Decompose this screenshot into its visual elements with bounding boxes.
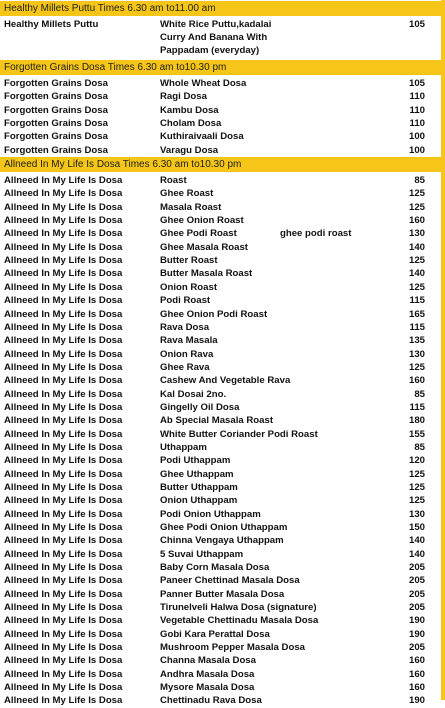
- menu-row: [0, 281, 445, 294]
- item-name: Cashew And Vegetable Rava: [160, 375, 291, 387]
- category-label: Allneed In My Life Is Dosa: [4, 682, 123, 694]
- menu-row: [0, 534, 445, 547]
- item-price: 190: [408, 615, 425, 627]
- item-note: ghee podi roast: [280, 228, 352, 240]
- item-price: 130: [408, 348, 425, 360]
- menu-row: [0, 90, 445, 103]
- item-price: 120: [408, 455, 425, 467]
- section-header-allneed-dosa: [0, 157, 445, 172]
- menu-row: [0, 214, 445, 227]
- menu-row: [0, 104, 445, 117]
- item-price: 125: [408, 361, 425, 373]
- menu-row: [0, 388, 445, 401]
- category-label: Allneed In My Life Is Dosa: [4, 255, 123, 267]
- category-label: Allneed In My Life Is Dosa: [4, 441, 123, 453]
- category-label: Allneed In My Life Is Dosa: [4, 522, 123, 533]
- category-label: Allneed In My Life Is Dosa: [4, 428, 123, 440]
- item-price: 85: [414, 441, 425, 453]
- item-name: Panner Butter Masala Dosa: [160, 588, 285, 600]
- menu-row: [0, 414, 445, 427]
- menu-row: [0, 294, 445, 307]
- item-price: 125: [408, 255, 425, 267]
- category-label: Allneed In My Life Is Dosa: [4, 602, 123, 614]
- menu-row: [0, 628, 445, 641]
- item-name: Onion Rava: [160, 348, 214, 360]
- item-name: Butter Uthappam: [160, 481, 238, 493]
- menu-row: [0, 561, 445, 574]
- section-title: Allneed In My Life Is Dosa Times 6.30 am to10.30 pm: [4, 159, 242, 171]
- item-price: 125: [408, 201, 425, 213]
- item-price: 110: [409, 91, 425, 103]
- item-name: Varagu Dosa: [160, 144, 219, 156]
- item-name: Ragi Dosa: [160, 91, 207, 103]
- item-name: Onion Roast: [160, 281, 218, 293]
- menu-row: [0, 321, 445, 334]
- category-label: Forgotten Grains Dosa: [4, 144, 108, 156]
- category-label: Allneed In My Life Is Dosa: [4, 508, 123, 520]
- menu-row: [0, 494, 445, 507]
- item-price: 105: [408, 78, 425, 89]
- menu-row: [0, 374, 445, 387]
- item-name: Ghee Podi Roast: [160, 228, 237, 240]
- item-price: 100: [408, 144, 425, 156]
- category-label: Allneed In My Life Is Dosa: [4, 615, 123, 627]
- item-price: 125: [408, 495, 425, 507]
- menu-row: [0, 130, 445, 143]
- item-price: 100: [408, 131, 425, 143]
- item-name: Mysore Masala Dosa: [160, 682, 255, 694]
- item-price: 165: [408, 308, 425, 320]
- item-price: 190: [408, 695, 425, 707]
- category-label: Allneed In My Life Is Dosa: [4, 295, 123, 307]
- category-label: Allneed In My Life Is Dosa: [4, 308, 123, 320]
- item-price: 205: [408, 602, 425, 614]
- item-name: Ghee Onion Roast: [160, 215, 244, 227]
- category-label: Allneed In My Life Is Dosa: [4, 228, 123, 240]
- category-label: Allneed In My Life Is Dosa: [4, 175, 123, 187]
- item-name: Roast: [160, 175, 187, 187]
- category-label: Allneed In My Life Is Dosa: [4, 628, 123, 640]
- item-price: 105: [408, 19, 425, 30]
- menu-row: [0, 18, 445, 60]
- item-price: 125: [408, 281, 425, 293]
- menu-row: [0, 401, 445, 414]
- item-price: 155: [408, 428, 425, 440]
- category-label: Allneed In My Life Is Dosa: [4, 575, 123, 587]
- category-label: Allneed In My Life Is Dosa: [4, 695, 123, 707]
- menu-row: [0, 548, 445, 561]
- menu-row: [0, 574, 445, 587]
- menu-row: [0, 614, 445, 627]
- menu-row: [0, 454, 445, 467]
- item-name: Kal Dosai 2no.: [160, 388, 227, 400]
- item-name: Andhra Masala Dosa: [160, 668, 255, 680]
- menu-row: [0, 641, 445, 654]
- item-name: Ghee Uthappam: [160, 468, 234, 480]
- item-name: Gingelly Oil Dosa: [160, 401, 240, 413]
- category-label: Allneed In My Life Is Dosa: [4, 668, 123, 680]
- category-label: Allneed In My Life Is Dosa: [4, 535, 123, 547]
- item-price: 125: [408, 481, 425, 493]
- item-name: Ghee Masala Roast: [160, 241, 248, 253]
- item-price: 150: [408, 522, 425, 533]
- category-label: Allneed In My Life Is Dosa: [4, 361, 123, 373]
- item-price: 125: [408, 188, 425, 200]
- item-name: Podi Onion Uthappam: [160, 508, 261, 520]
- category-label: Allneed In My Life Is Dosa: [4, 281, 123, 293]
- menu-row: [0, 441, 445, 454]
- category-label: Allneed In My Life Is Dosa: [4, 321, 123, 333]
- menu-row: [0, 654, 445, 667]
- category-label: Allneed In My Life Is Dosa: [4, 388, 123, 400]
- item-price: 205: [408, 575, 425, 587]
- item-name: Butter Masala Roast: [160, 268, 253, 280]
- item-price: 140: [408, 268, 425, 280]
- menu-row: [0, 117, 445, 130]
- category-label: Allneed In My Life Is Dosa: [4, 455, 123, 467]
- item-price: 140: [408, 241, 425, 253]
- item-name: Ghee Podi Onion Uthappam: [160, 522, 288, 533]
- item-name: Paneer Chettinad Masala Dosa: [160, 575, 300, 587]
- item-name: Mushroom Pepper Masala Dosa: [160, 642, 306, 654]
- item-price: 205: [408, 588, 425, 600]
- item-price: 110: [409, 118, 425, 130]
- menu-row: [0, 227, 445, 240]
- item-name: Ghee Roast: [160, 188, 214, 200]
- menu-row: [0, 468, 445, 481]
- item-price: 160: [408, 655, 425, 667]
- item-name: Butter Roast: [160, 255, 218, 267]
- menu-row: [0, 187, 445, 200]
- item-name: Podi Uthappam: [160, 455, 231, 467]
- category-label: Allneed In My Life Is Dosa: [4, 215, 123, 227]
- menu-row: [0, 481, 445, 494]
- menu-row: [0, 428, 445, 441]
- item-name: Channa Masala Dosa: [160, 655, 256, 667]
- menu-row: [0, 241, 445, 254]
- menu-row: [0, 348, 445, 361]
- item-name: Cholam Dosa: [160, 118, 222, 130]
- category-label: Allneed In My Life Is Dosa: [4, 588, 123, 600]
- section-header-forgotten-grains: [0, 60, 445, 75]
- item-price: 115: [409, 321, 425, 333]
- item-name: White Rice Puttu,kadalai Curry And Banana With Pappadam (everyday): [160, 19, 272, 56]
- item-name: Masala Roast: [160, 201, 222, 213]
- category-label: Allneed In My Life Is Dosa: [4, 188, 123, 200]
- category-label: Forgotten Grains Dosa: [4, 104, 108, 116]
- category-label: Allneed In My Life Is Dosa: [4, 468, 123, 480]
- menu-row: [0, 601, 445, 614]
- item-price: 205: [408, 642, 425, 654]
- right-accent-rule: [441, 0, 445, 700]
- item-price: 160: [408, 668, 425, 680]
- section-header-healthy-millets: [0, 1, 445, 16]
- item-price: 190: [408, 628, 425, 640]
- category-label: Allneed In My Life Is Dosa: [4, 335, 123, 347]
- item-price: 160: [408, 215, 425, 227]
- category-label: Allneed In My Life Is Dosa: [4, 642, 123, 654]
- item-name: Chettinadu Rava Dosa: [160, 695, 262, 707]
- item-price: 130: [408, 508, 425, 520]
- menu-row: [0, 267, 445, 280]
- item-price: 110: [409, 104, 425, 116]
- item-price: 130: [408, 228, 425, 240]
- item-name: Chinna Vengaya Uthappam: [160, 535, 284, 547]
- menu-row: [0, 77, 445, 90]
- item-price: 140: [408, 548, 425, 560]
- item-price: 85: [414, 175, 425, 187]
- category-label: Allneed In My Life Is Dosa: [4, 268, 123, 280]
- item-name: Tirunelveli Halwa Dosa (signature): [160, 602, 317, 614]
- item-price: 180: [408, 415, 425, 427]
- item-name: Whole Wheat Dosa: [160, 78, 247, 89]
- item-name: Kambu Dosa: [160, 104, 219, 116]
- category-label: Allneed In My Life Is Dosa: [4, 401, 123, 413]
- menu-row: [0, 144, 445, 157]
- item-name: Ghee Rava: [160, 361, 210, 373]
- item-name: Podi Roast: [160, 295, 211, 307]
- item-price: 125: [408, 468, 425, 480]
- item-price: 160: [408, 375, 425, 387]
- item-price: 115: [409, 401, 425, 413]
- item-name: Gobi Kara Perattal Dosa: [160, 628, 270, 640]
- category-label: Allneed In My Life Is Dosa: [4, 348, 123, 360]
- item-price: 85: [414, 388, 425, 400]
- menu-row: [0, 508, 445, 521]
- item-price: 135: [408, 335, 425, 347]
- category-label: Forgotten Grains Dosa: [4, 91, 108, 103]
- menu-row: [0, 174, 445, 187]
- category-label: Allneed In My Life Is Dosa: [4, 495, 123, 507]
- section-title: Forgotten Grains Dosa Times 6.30 am to10.30 pm: [4, 62, 227, 73]
- menu-row: [0, 361, 445, 374]
- section-title: Healthy Millets Puttu Times 6.30 am to11.00 am: [4, 3, 216, 14]
- item-name: Ab Special Masala Roast: [160, 415, 274, 427]
- menu-row: [0, 201, 445, 214]
- category-label: Forgotten Grains Dosa: [4, 118, 108, 130]
- category-label: Forgotten Grains Dosa: [4, 78, 108, 89]
- category-label: Forgotten Grains Dosa: [4, 131, 108, 143]
- menu-row: [0, 694, 445, 707]
- item-name: 5 Suvai Uthappam: [160, 548, 244, 560]
- category-label: Healthy Millets Puttu: [4, 19, 99, 30]
- item-name: Onion Uthappam: [160, 495, 238, 507]
- item-name: Ghee Onion Podi Roast: [160, 308, 268, 320]
- menu-row: [0, 588, 445, 601]
- item-name: Rava Dosa: [160, 321, 210, 333]
- item-price: 160: [408, 682, 425, 694]
- item-price: 205: [408, 562, 425, 574]
- menu-row: [0, 334, 445, 347]
- item-price: 115: [409, 295, 425, 307]
- category-label: Allneed In My Life Is Dosa: [4, 241, 123, 253]
- menu-row: [0, 668, 445, 681]
- item-name: White Butter Coriander Podi Roast: [160, 428, 318, 440]
- item-name: Uthappam: [160, 441, 207, 453]
- item-name: Kuthiraivaali Dosa: [160, 131, 244, 143]
- menu-row: [0, 521, 445, 534]
- item-name: Rava Masala: [160, 335, 218, 347]
- category-label: Allneed In My Life Is Dosa: [4, 481, 123, 493]
- category-label: Allneed In My Life Is Dosa: [4, 548, 123, 560]
- category-label: Allneed In My Life Is Dosa: [4, 415, 123, 427]
- category-label: Allneed In My Life Is Dosa: [4, 562, 123, 574]
- item-name: Vegetable Chettinadu Masala Dosa: [160, 615, 319, 627]
- category-label: Allneed In My Life Is Dosa: [4, 375, 123, 387]
- menu-row: [0, 308, 445, 321]
- category-label: Allneed In My Life Is Dosa: [4, 655, 123, 667]
- menu-row: [0, 681, 445, 694]
- menu-row: [0, 254, 445, 267]
- item-name: Baby Corn Masala Dosa: [160, 562, 270, 574]
- category-label: Allneed In My Life Is Dosa: [4, 201, 123, 213]
- item-price: 140: [408, 535, 425, 547]
